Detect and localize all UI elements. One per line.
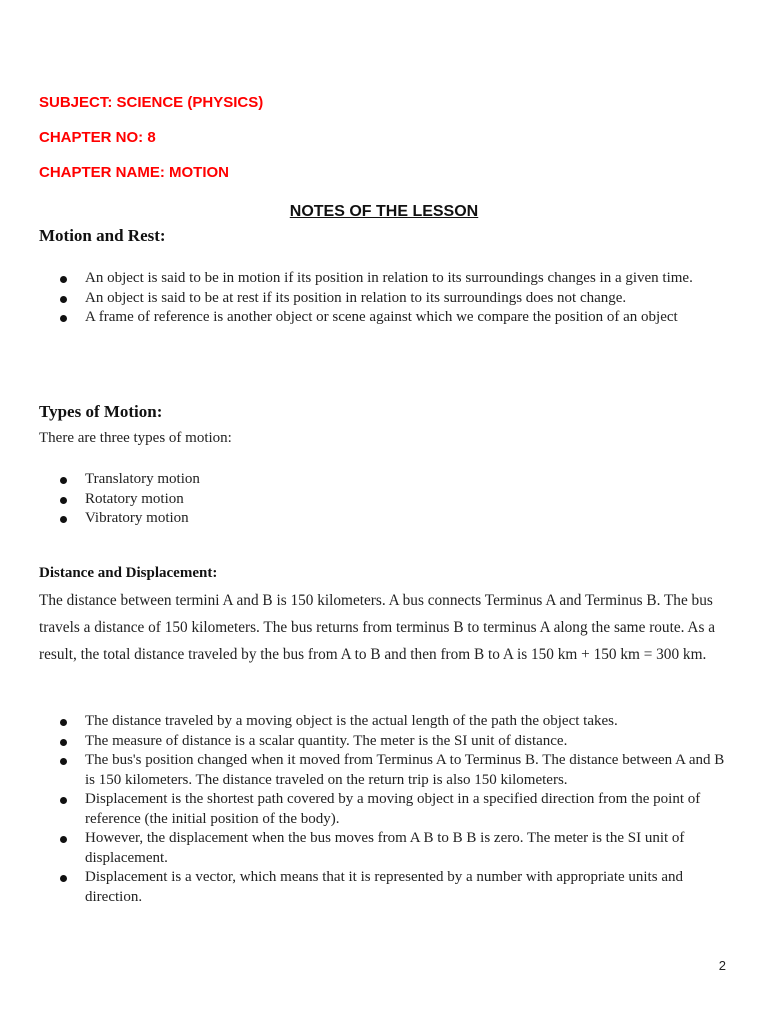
list-item-text: However, the displacement when the bus moves from A B to B B is zero. The meter is the SI unit of displacement. (85, 830, 685, 866)
list-item-text: An object is said to be at rest if its position in relation to its surroundings does not change. (85, 289, 627, 306)
list-item-text: A frame of reference is another object or scene against which we compare the position of an object (85, 309, 678, 325)
bullet-icon (60, 497, 67, 504)
bullet-icon (60, 296, 67, 303)
bullet-icon (60, 758, 67, 765)
bullet-icon (60, 719, 67, 726)
list-item-text: Displacement is a vector, which means that it is represented by a number with appropriate units and direction. (85, 869, 683, 905)
list-item (56, 732, 728, 752)
heading-types-of-motion: Types of Motion: (39, 402, 163, 421)
bullet-icon (60, 276, 67, 283)
list-item-text: An object is said to be in motion if its position in relation to its surroundings changes in a given time. (85, 270, 693, 286)
distance-paragraph: The distance between termini A and B is 150 kilometers. A bus connects Terminus A and Terminus B. The bus travels a distance of 150 kilometers. The bus returns from terminus B to terminus A along the same route. As a result, the total distance traveled by the bus from A to B and then from B to A is 150 km + 150 km = 300 km. (39, 592, 716, 663)
list-item-text: Vibratory motion (85, 510, 189, 526)
list-item (56, 509, 728, 529)
bullet-icon (60, 739, 67, 746)
list-item (56, 868, 728, 907)
list-item (56, 308, 728, 328)
list-item (56, 712, 728, 732)
bullet-icon (60, 797, 67, 804)
motion-rest-list (56, 269, 728, 328)
bullet-icon (60, 836, 67, 843)
chapter-number-line: CHAPTER NO: 8 (39, 129, 156, 146)
list-item-text: The bus's position changed when it moved from Terminus A to Terminus B. The distance between A and B is 150 kilometers. The distance traveled on the return trip is also 150 kilometers. (85, 752, 725, 788)
chapter-name-line: CHAPTER NAME: MOTION (39, 164, 229, 181)
heading-motion-rest: Motion and Rest: (39, 226, 166, 245)
list-item (56, 289, 728, 309)
bullet-icon (60, 477, 67, 484)
page-number: 2 (718, 958, 726, 973)
heading-distance-displacement: Distance and Displacement: (39, 565, 218, 581)
list-item (56, 470, 728, 490)
notes-title: NOTES OF THE LESSON (289, 203, 479, 220)
list-item (56, 269, 728, 289)
distance-displacement-list (56, 712, 728, 907)
list-item-text: Displacement is the shortest path covered by a moving object in a specified direction from the point of reference (the initial position of the body). (85, 791, 701, 827)
types-of-motion-list (56, 470, 728, 529)
list-item (56, 829, 728, 868)
list-item-text: The measure of distance is a scalar quantity. The meter is the SI unit of distance. (85, 732, 568, 749)
list-item (56, 751, 728, 790)
list-item (56, 490, 728, 510)
list-item-text: Translatory motion (85, 471, 200, 487)
bullet-icon (60, 315, 67, 322)
list-item-text: The distance traveled by a moving object is the actual length of the path the object takes. (85, 713, 618, 729)
bullet-icon (60, 875, 67, 882)
list-item-text: Rotatory motion (85, 490, 184, 507)
list-item (56, 790, 728, 829)
types-intro-text: There are three types of motion: (39, 430, 232, 446)
subject-line: SUBJECT: SCIENCE (PHYSICS) (39, 94, 264, 111)
bullet-icon (60, 516, 67, 523)
